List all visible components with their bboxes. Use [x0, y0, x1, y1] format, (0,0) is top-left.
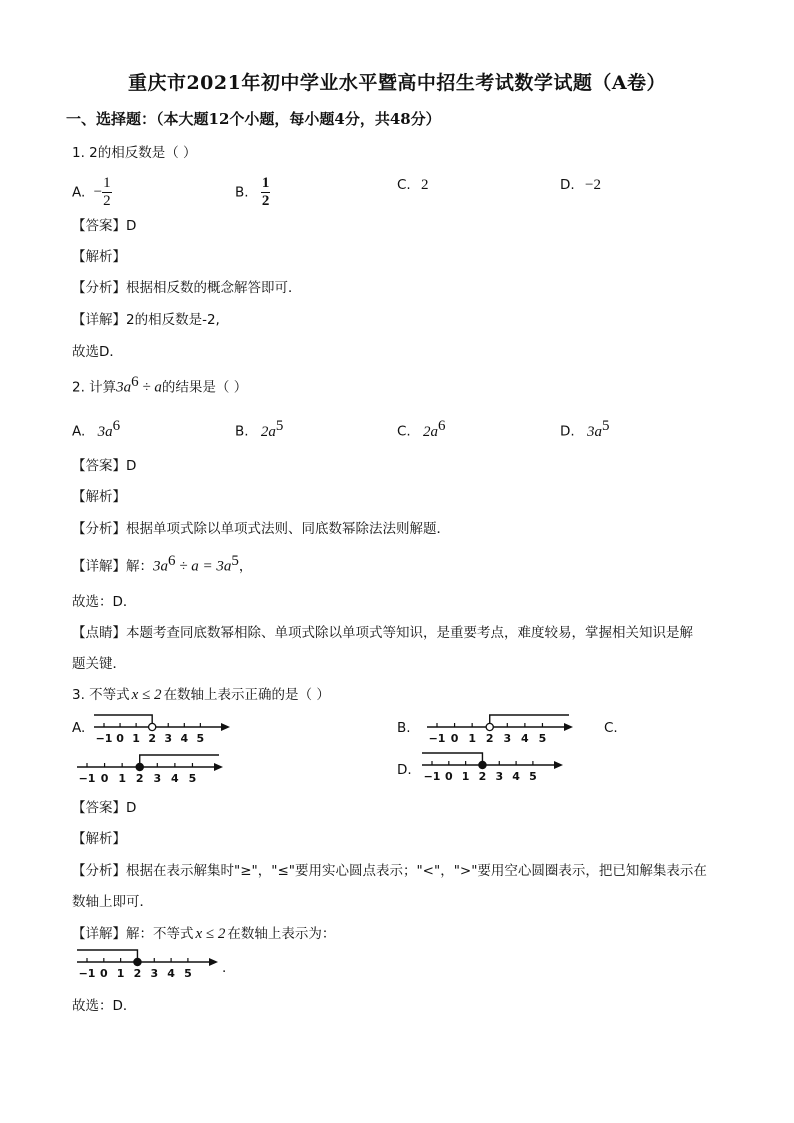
- q2-stem-post: 的结果是（ ）: [161, 379, 248, 396]
- q1-option-a-numerator: 1: [103, 175, 111, 191]
- q1-option-b-fraction: [261, 175, 271, 210]
- q3-option-b-numberline-tick-label: 2: [485, 732, 494, 745]
- q3-option-b-numberline-tick-label: 3: [503, 732, 512, 745]
- q2-stem-expr: 3a: [116, 379, 132, 396]
- q3-option-c-numberline-tick-label: 0: [100, 772, 109, 785]
- q3-option-a-numberline-tick-label: 1: [132, 732, 140, 745]
- q3-analysis: 【解析】: [72, 831, 126, 847]
- q2-detail-expr1: 3a: [153, 558, 168, 575]
- q2-fenxi: 【分析】根据单项式除以单项式法则、同底数幂除法法则解题．: [72, 521, 450, 537]
- q3-detail-numberline-tick-label: 2: [133, 967, 142, 980]
- q3-option-b-numberline-tick-label: 0: [450, 732, 459, 745]
- q3-option-a-numberline-tick-label: 0: [116, 732, 124, 745]
- q3-stem-post: 在数轴上表示正确的是（ ）: [163, 687, 330, 703]
- q2-option-d: [560, 418, 609, 441]
- q3-option-d-numberline-tick-label: 3: [495, 770, 504, 783]
- q3-option-a-numberline-arrow: [221, 723, 230, 731]
- q1-answer: 【答案】D: [72, 218, 137, 234]
- q3-option-c-numberline-tick-label: 3: [153, 772, 162, 785]
- q3-fenxi-line2: 数轴上即可．: [72, 894, 153, 910]
- q2-option-b-exp: 5: [275, 418, 284, 434]
- q3-option-b-numberline-tick-label: 5: [538, 732, 547, 745]
- q3-fenxi-line1: 【分析】根据在表示解集时"≥"，"≤"要用实心圆点表示；"<"，">"要用空心圆圈表示，把已知解集表示在: [72, 863, 707, 879]
- q3-option-d-numberline-arrow: [554, 761, 563, 769]
- q3-option-b-numberline: [425, 710, 575, 748]
- q1-option-a-fraction: [102, 175, 112, 210]
- q3-option-a-numberline-solution-region: [94, 715, 152, 727]
- q3-stem-pre: 3. 不等式: [72, 687, 130, 703]
- q3-detail-numberline-tick-label: 5: [184, 967, 192, 980]
- q3-option-a-numberline-tick-label: 3: [164, 732, 173, 745]
- q3-option-b-numberline-tick-label: 4: [521, 732, 529, 745]
- q1-option-d-label: D.: [560, 177, 575, 193]
- q2-detail-post: ，: [238, 558, 253, 575]
- q3-option-c-numberline-tick-label: −1: [78, 772, 96, 785]
- q1-option-d: [560, 177, 601, 194]
- q1-option-a: [72, 175, 112, 210]
- q3-option-d-numberline: [420, 748, 565, 786]
- q3-option-b-numberline-solution-region: [490, 715, 569, 727]
- q3-option-c-numberline-arrow: [214, 763, 223, 771]
- q2-option-c: [397, 418, 446, 441]
- q3-option-d-numberline-tick-label: 4: [512, 770, 520, 783]
- q2-stem-exp: 6: [131, 374, 139, 390]
- q3-option-b-numberline-arrow: [564, 723, 573, 731]
- q3-option-d-numberline-tick-label: 0: [444, 770, 453, 783]
- q3-option-b-numberline-tick-label: −1: [428, 732, 446, 745]
- q2-option-a-label: A.: [72, 423, 86, 440]
- q1-option-a-label: A.: [72, 184, 86, 201]
- q2-option-a: [72, 418, 120, 441]
- q3-option-a-numberline: [92, 710, 232, 748]
- q1-option-b-label: B.: [235, 184, 249, 201]
- q2-choose: 故选：D．: [72, 594, 137, 610]
- q2-option-d-expr: 3a: [586, 423, 602, 440]
- q3-option-c-numberline-solution-region: [140, 755, 219, 767]
- q2-option-c-exp: 6: [438, 418, 446, 434]
- q2-detail-mid: ÷ a = 3a: [175, 558, 232, 575]
- q3-detail-numberline-solution-region: [77, 950, 137, 962]
- q3-choose: 故选：D．: [72, 998, 137, 1014]
- q3-option-c-numberline-tick-label: 2: [135, 772, 144, 785]
- q2-answer: 【答案】D: [72, 458, 137, 474]
- q2-option-a-exp: 6: [112, 418, 121, 434]
- q2-option-b: [235, 418, 283, 441]
- q3-option-d-label: D.: [397, 762, 412, 778]
- q2-option-b-label: B.: [235, 423, 249, 440]
- q3-option-a-numberline-tick-label: 2: [148, 732, 157, 745]
- q3-option-c-numberline-tick-label: 5: [188, 772, 197, 785]
- q3-option-c-numberline-tick-label: 1: [118, 772, 126, 785]
- q3-detail-numberline-tick-label: 1: [116, 967, 125, 980]
- q3-detail-post: 在数轴上表示为：: [227, 926, 336, 942]
- q3-option-a-label: A.: [72, 720, 86, 736]
- q3-option-d-numberline-solid-dot: [479, 761, 486, 768]
- q1-option-b-denominator: 2: [261, 193, 270, 209]
- q2-detail-pre: 【详解】解：: [72, 558, 153, 575]
- q1-stem: 1. 2的相反数是（ ）: [72, 145, 197, 161]
- section-header: 一、选择题：（本大题12个小题，每小题4分，共48分）: [66, 110, 441, 128]
- page-title: 重庆市2021年初中学业水平暨高中招生考试数学试题（A卷）: [127, 72, 667, 94]
- q3-detail-numberline-tick-label: −1: [78, 967, 96, 980]
- q1-choose: 故选D．: [72, 344, 123, 360]
- q2-option-b-expr: 2a: [260, 423, 276, 440]
- q3-option-b-numberline-open-dot: [486, 723, 493, 730]
- q3-detail-numberline: [75, 945, 220, 983]
- q2-option-a-expr: 3a: [97, 423, 113, 440]
- q1-option-c: [397, 177, 429, 194]
- q2-detail-exp2: 5: [231, 553, 239, 569]
- q3-detail-numberline-tick-label: 3: [150, 967, 159, 980]
- q3-option-d-numberline-tick-label: 1: [461, 770, 470, 783]
- q3-option-d-numberline-tick-label: −1: [423, 770, 441, 783]
- q2-option-c-label: C.: [397, 423, 411, 440]
- q3-detail-pre: 【详解】解：不等式: [72, 926, 194, 942]
- q2-stem: [72, 374, 247, 397]
- q3-option-d-numberline-tick-label: 5: [529, 770, 537, 783]
- q3-answer: 【答案】D: [72, 800, 137, 816]
- q2-option-d-label: D.: [560, 423, 575, 440]
- q1-option-b-numerator: 1: [261, 175, 270, 191]
- q3-detail-numberline-solid-dot: [134, 958, 141, 965]
- q1-option-b: [235, 175, 270, 210]
- q1-option-d-value: −2: [584, 177, 601, 193]
- q3-option-c-numberline: [75, 750, 225, 788]
- q2-detail: [72, 553, 252, 576]
- q3-option-c-numberline-solid-dot: [136, 763, 143, 770]
- q1-fenxi: 【分析】根据相反数的概念解答即可．: [72, 280, 302, 296]
- q2-option-c-expr: 2a: [423, 423, 439, 440]
- q3-detail: [72, 922, 335, 943]
- q1-option-c-value: 2: [421, 177, 429, 193]
- q2-point-line2: 题关键．: [72, 656, 126, 672]
- q2-detail-exp1: 6: [168, 553, 176, 569]
- q2-point-line1: 【点睛】本题考查同底数幂相除、单项式除以单项式等知识，是重要考点，难度较易，掌握相关知识是解: [72, 625, 693, 641]
- q2-stem-div: ÷ a: [138, 379, 162, 396]
- q3-detail-period: .: [222, 960, 227, 976]
- q3-detail-numberline-tick-label: 0: [99, 967, 108, 980]
- q3-detail-numberline-arrow: [209, 958, 218, 966]
- q3-option-a-numberline-tick-label: −1: [95, 732, 113, 745]
- q1-analysis: 【解析】: [72, 249, 126, 265]
- q3-option-a-numberline-open-dot: [149, 723, 156, 730]
- q3-option-d-numberline-tick-label: 2: [478, 770, 487, 783]
- q3-stem: [72, 683, 330, 704]
- q3-option-c-label: C.: [604, 720, 618, 736]
- q1-option-a-sign: −: [93, 184, 103, 200]
- q3-stem-expr: x ≤ 2: [131, 687, 162, 703]
- q3-option-c-numberline-tick-label: 4: [171, 772, 179, 785]
- q3-option-b-numberline-tick-label: 1: [468, 732, 476, 745]
- q2-option-d-exp: 5: [601, 418, 610, 434]
- q1-detail: 【详解】2的相反数是-2,: [72, 312, 220, 328]
- q3-option-a-numberline-tick-label: 5: [196, 732, 205, 745]
- q2-stem-pre: 2. 计算: [72, 379, 117, 396]
- q3-option-d-numberline-solution-region: [422, 753, 482, 765]
- q3-detail-expr: x ≤ 2: [195, 926, 226, 942]
- q2-analysis: 【解析】: [72, 489, 126, 505]
- q3-detail-numberline-tick-label: 4: [167, 967, 175, 980]
- q3-option-b-label: B.: [397, 720, 411, 736]
- q3-option-a-numberline-tick-label: 4: [180, 732, 189, 745]
- q1-option-c-label: C.: [397, 177, 411, 193]
- q1-option-a-denominator: 2: [103, 193, 111, 209]
